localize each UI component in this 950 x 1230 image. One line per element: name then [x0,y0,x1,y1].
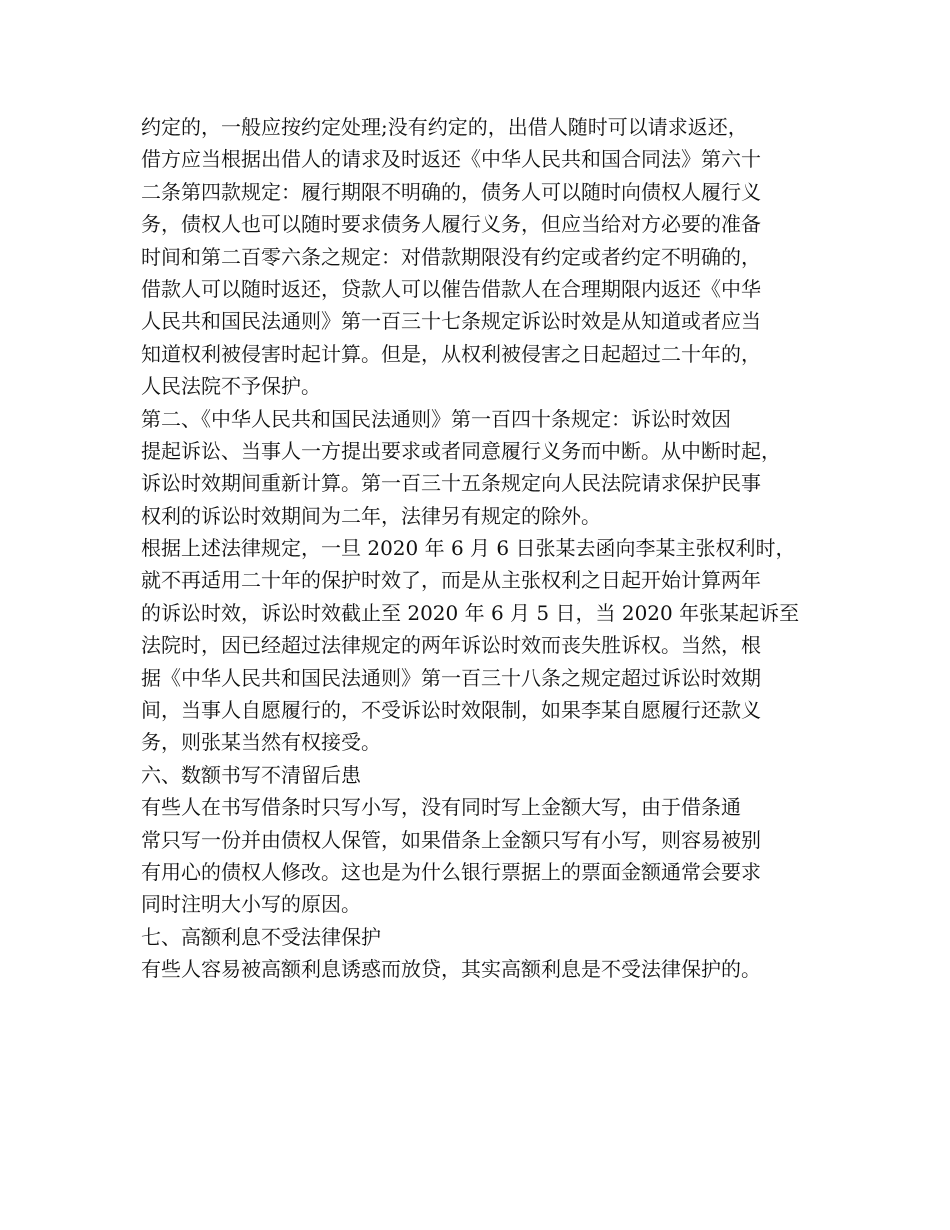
section-heading: 七、高额利息不受法律保护 [141,924,381,949]
text-line: 根据上述法律规定，一旦 2020 年 6 月 6 日张某去函向李某主张权利时， [141,536,796,561]
text-line: 常只写一份并由债权人保管，如果借条上金额只写有小写，则容易被别 [141,827,761,852]
text-line: 借款人可以随时返还，贷款人可以催告借款人在合理期限内返还《中华 [141,276,761,301]
text-line: 有些人容易被高额利息诱惑而放贷，其实高额利息是不受法律保护的。 [141,957,761,982]
text-line: 就不再适用二十年的保护时效了，而是从主张权利之日起开始计算两年 [141,568,761,593]
text-line: 借方应当根据出借人的请求及时返还《中华人民共和国合同法》第六十 [141,147,761,172]
text-line: 知道权利被侵害时起计算。但是，从权利被侵害之日起超过二十年的， [141,341,761,366]
text-line: 第二、《中华人民共和国民法通则》第一百四十条规定：诉讼时效因 [141,406,731,431]
text-line: 务，债权人也可以随时要求债务人履行义务，但应当给对方必要的准备 [141,212,761,237]
text-line: 同时注明大小写的原因。 [141,892,361,917]
text-line: 二条第四款规定：履行期限不明确的，债务人可以随时向债权人履行义 [141,179,761,204]
text-line: 权利的诉讼时效期间为二年，法律另有规定的除外。 [141,503,601,528]
text-line: 人民共和国民法通则》第一百三十七条规定诉讼时效是从知道或者应当 [141,309,761,334]
text-line: 约定的，一般应按约定处理;没有约定的，出借人随时可以请求返还， [141,115,748,139]
text-line: 间，当事人自愿履行的，不受诉讼时效限制，如果李某自愿履行还款义 [141,698,761,723]
text-line: 法院时，因已经超过法律规定的两年诉讼时效而丧失胜诉权。当然，根 [141,633,761,658]
section-heading: 六、数额书写不清留后患 [141,762,361,787]
text-line: 有用心的债权人修改。这也是为什么银行票据上的票面金额通常会要求 [141,859,761,884]
text-line: 务，则张某当然有权接受。 [141,730,381,755]
document-body [141,111,831,986]
text-line: 有些人在书写借条时只写小写，没有同时写上金额大写，由于借条通 [141,795,741,820]
text-line: 诉讼时效期间重新计算。第一百三十五条规定向人民法院请求保护民事 [141,471,761,496]
text-line: 的诉讼时效，诉讼时效截止至 2020 年 6 月 5 日，当 2020 年张某起诉至 [141,600,800,625]
text-line: 提起诉讼、当事人一方提出要求或者同意履行义务而中断。从中断时起， [141,438,781,463]
text-line: 人民法院不予保护。 [141,374,321,399]
text-line: 时间和第二百零六条之规定：对借款期限没有约定或者约定不明确的， [141,244,761,269]
text-line: 据《中华人民共和国民法通则》第一百三十八条之规定超过诉讼时效期 [141,665,761,690]
